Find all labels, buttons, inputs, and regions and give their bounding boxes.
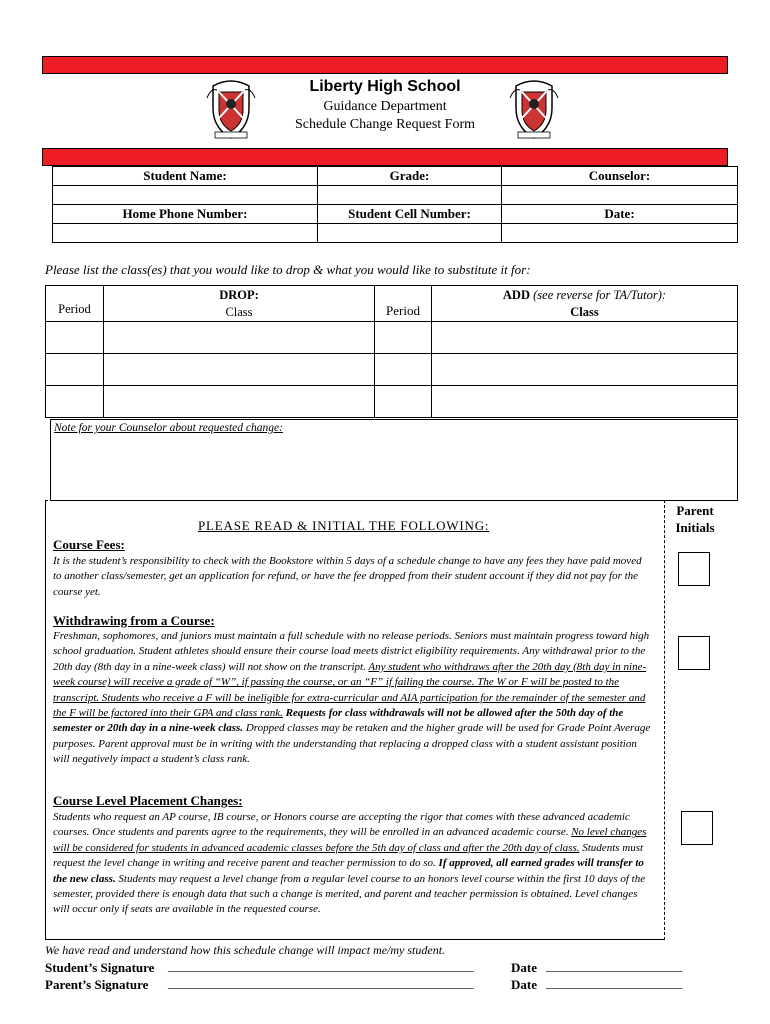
date-field[interactable] (502, 224, 738, 243)
acknowledgement: We have read and understand how this schedule change will impact me/my student. (45, 943, 446, 957)
student-signature-label: Student’s Signature (45, 960, 155, 975)
withdraw-text: Freshman, sophomores, and juniors must maintain a full schedule with no release periods. Seniors must maintain progress toward high school graduation. Student athletes should ensure their course load meets district eligibility requirements. Any withdrawal prior to the 20th day (8th day in a nine-week class) will not show on the transcript. Any student who withdraws after the 20th day (8th day in nine-week course) will receive a grade of “W”, if passing the course, or an “F” if failing the course. The W or F will be posted to the transcript. Students who receive a F will be ineligible for extra-curricular and AIA participation for the remainder of the semester and the F will be factored into their GPA and class rank. Requests for class withdrawals will not be allowed after the 50th day of the semester or 20th day in a nine-week class. Dropped classes may be retaken and the higher grade will be used for Grade Point Average purposes. Parent approval must be in writing with the understanding that replacing a dropped class with a student assistant position will negatively impact a student’s class rank. (53, 630, 651, 766)
counselor-note-label: Note for your Counselor about requested change: (54, 422, 283, 434)
parent-date-line[interactable]: _____________________ (546, 975, 683, 990)
fees-initials-box[interactable] (678, 552, 710, 586)
student-date-line[interactable]: _____________________ (546, 958, 683, 973)
drop-period-cell[interactable] (46, 354, 104, 386)
drop-label: DROP: (219, 287, 259, 302)
cell-phone-label: Student Cell Number: (318, 205, 502, 224)
student-signature-line[interactable]: _______________________________________________ (168, 958, 474, 973)
add-class-cell[interactable] (432, 322, 738, 354)
counselor-label: Counselor: (502, 167, 738, 186)
add-note: (see reverse for TA/Tutor): (533, 287, 667, 302)
drop-class-cell[interactable] (104, 386, 375, 418)
course-fees-title: Course Fees: (53, 537, 125, 552)
counselor-note-box[interactable] (50, 419, 738, 501)
withdraw-title: Withdrawing from a Course: (53, 613, 215, 628)
add-period-header: Period (375, 286, 432, 322)
student-info-table (52, 166, 738, 243)
home-phone-label: Home Phone Number: (53, 205, 318, 224)
class-row (46, 386, 738, 418)
class-row (46, 354, 738, 386)
course-fees-text: It is the student’s responsibility to check with the Bookstore within 5 days of a schedule change to have any fees they have paid moved to another class/semester, get an application for refund, or have the fee dropped from their student account if they did not pay for the course yet. (53, 555, 642, 598)
drop-class-header (104, 286, 375, 322)
middle-red-banner (42, 148, 728, 166)
add-class-label: Class (570, 304, 599, 319)
home-phone-field[interactable] (53, 224, 318, 243)
form-title: Schedule Change Request Form (294, 117, 476, 132)
student-name-label: Student Name: (53, 167, 318, 186)
add-class-cell[interactable] (432, 354, 738, 386)
add-period-cell[interactable] (375, 322, 432, 354)
student-name-field[interactable] (53, 186, 318, 205)
student-date-label: Date (511, 960, 537, 975)
cell-phone-field[interactable] (318, 224, 502, 243)
add-period-cell[interactable] (375, 354, 432, 386)
drop-period-cell[interactable] (46, 386, 104, 418)
parent-initials-header: Parent Initials (675, 503, 715, 535)
class-change-table (45, 285, 738, 418)
date-label: Date: (502, 205, 738, 224)
instructions: Please list the class(es) that you would like to drop & what you would like to substitute it for: (45, 262, 531, 277)
add-label: ADD (502, 287, 530, 302)
counselor-field[interactable] (502, 186, 738, 205)
parent-date-label: Date (511, 977, 537, 992)
level-change-text: Students who request an AP course, IB course, or Honors course are accepting the rigor that comes with these advanced academic courses. Once students and parents agree to the requirements, they will be enrolled in an advanced academic course. No level changes will be considered for students in advanced academic classes before the 5th day of class and after the 20th day of class. Students must request the level change in writing and receive parent and teacher permission to do so. If approved, all earned grades will transfer to the new class. Students may request a level change from a regular level course to an honors level course within the first 10 days of the semester, provided there is enough data that such a change is merited, and parent and teacher permission is obtained. Level changes will occur only if seats are available in the requested course. (53, 811, 647, 916)
drop-period-header: Period (46, 286, 104, 322)
add-period-cell[interactable] (375, 386, 432, 418)
parent-signature-line[interactable]: _______________________________________________ (168, 975, 474, 990)
class-row (46, 322, 738, 354)
withdraw-initials-box[interactable] (678, 636, 710, 670)
drop-period-cell[interactable] (46, 322, 104, 354)
add-class-header (432, 286, 738, 322)
add-class-cell[interactable] (432, 386, 738, 418)
initial-heading: PLEASE READ & INITIAL THE FOLLOWING: (198, 518, 490, 533)
grade-label: Grade: (318, 167, 502, 186)
level-change-initials-box[interactable] (681, 811, 713, 845)
parent-signature-label: Parent’s Signature (45, 977, 149, 992)
grade-field[interactable] (318, 186, 502, 205)
top-red-banner (42, 56, 728, 74)
drop-class-cell[interactable] (104, 354, 375, 386)
drop-class-label: Class (225, 304, 253, 319)
department-name: Guidance Department (323, 99, 447, 114)
drop-class-cell[interactable] (104, 322, 375, 354)
school-title: Liberty High School (309, 78, 461, 95)
level-change-title: Course Level Placement Changes: (53, 793, 243, 808)
